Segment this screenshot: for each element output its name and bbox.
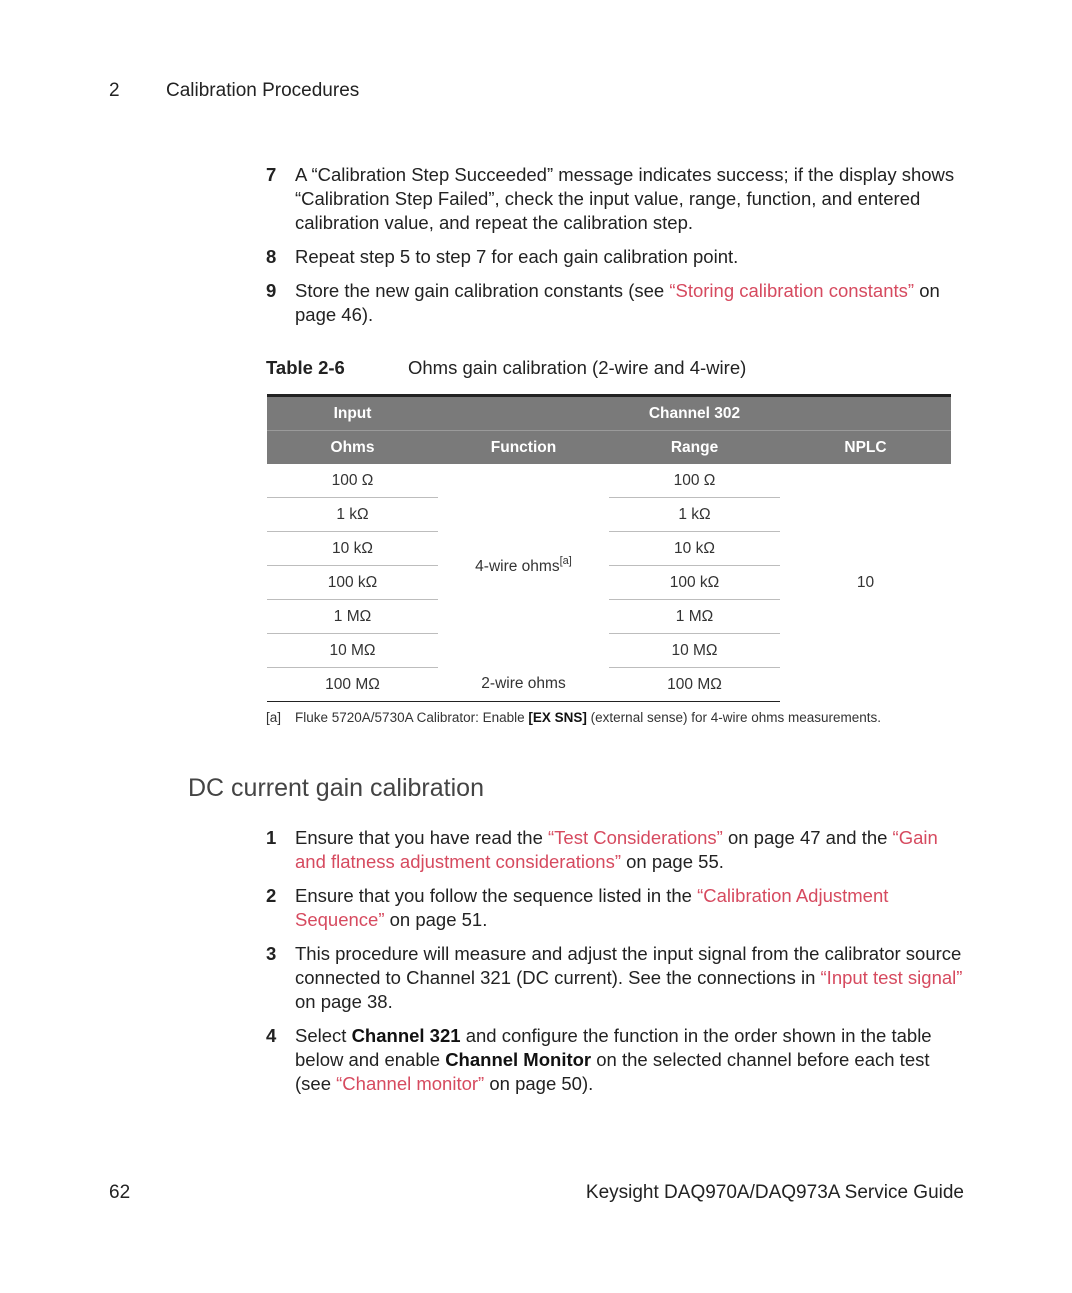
range-cell: 100 kΩ	[609, 566, 780, 600]
step-text: Store the new gain calibration constants (see	[295, 280, 670, 301]
function-4wire-label: 4-wire ohms	[475, 558, 560, 576]
step-number: 9	[266, 280, 277, 301]
range-cell: 1 kΩ	[609, 498, 780, 532]
chapter-number: 2	[109, 80, 120, 101]
step-number: 1	[266, 827, 277, 848]
footnote-text-after: (external sense) for 4-wire ohms measurements.	[586, 710, 882, 725]
list-item	[266, 1024, 966, 1096]
header-channel: Channel 302	[438, 396, 951, 431]
ohms-cell: 100 kΩ	[267, 566, 438, 600]
list-item	[266, 884, 966, 932]
page-number: 62	[109, 1182, 131, 1203]
guide-title: Keysight DAQ970A/DAQ973A Service Guide	[585, 1182, 964, 1203]
footnote-text-before: Fluke 5720A/5730A Calibrator: Enable	[295, 710, 529, 725]
steps-list-bottom	[266, 826, 966, 1106]
cross-reference-link[interactable]: “Gain and flatness adjustment considerations”	[295, 827, 938, 872]
header-input: Input	[267, 396, 438, 431]
header-range: Range	[609, 431, 780, 465]
list-item	[266, 826, 966, 874]
list-item	[266, 942, 966, 1014]
footnote-marker: [a]	[266, 710, 282, 725]
ohms-cell: 10 kΩ	[267, 532, 438, 566]
cross-reference-link[interactable]: “Storing calibration constants”	[669, 280, 915, 301]
step-text: on page 38.	[295, 991, 393, 1012]
step-number: 3	[266, 943, 277, 964]
table-row	[267, 464, 951, 498]
step-text: on page 55.	[621, 851, 724, 872]
list-item	[266, 245, 966, 269]
ohms-cell: 10 MΩ	[267, 634, 438, 668]
range-cell: 10 MΩ	[609, 634, 780, 668]
table-caption	[266, 357, 746, 379]
list-item	[266, 163, 966, 235]
step-text: on page 50).	[484, 1073, 594, 1094]
step-number: 8	[266, 246, 277, 267]
ohms-cell: 100 MΩ	[267, 668, 438, 702]
cross-reference-link[interactable]: “Test Considerations”	[548, 827, 723, 848]
steps-list-top	[266, 163, 966, 337]
cross-reference-link[interactable]: “Channel monitor”	[336, 1073, 485, 1094]
table-caption-label: Table 2-6	[266, 357, 345, 378]
step-text: on page 46).	[295, 280, 940, 325]
step-number: 4	[266, 1025, 277, 1046]
step-text: Ensure that you follow the sequence listed in the	[295, 885, 698, 906]
step-text: on page 51.	[384, 909, 488, 930]
step-text: This procedure will measure and adjust the input signal from the calibrator source connected to Channel 321 (DC current). See the connections in	[295, 943, 962, 988]
list-item	[266, 279, 966, 327]
chapter-title: Calibration Procedures	[166, 80, 360, 101]
function-cell-4wire	[438, 464, 609, 668]
header-nplc: NPLC	[780, 431, 951, 465]
step-text: and configure the function in the order shown in the table below and enable	[295, 1025, 932, 1070]
step-number: 2	[266, 885, 277, 906]
step-text: A “Calibration Step Succeeded” message indicates success; if the display shows “Calibration Step Failed”, check the input value, range, function, and entered calibration value, and repeat the calibration step.	[295, 164, 955, 233]
emphasis-text: Channel 321	[351, 1025, 461, 1046]
ohms-cell: 1 kΩ	[267, 498, 438, 532]
cross-reference-link[interactable]: “Calibration Adjustment Sequence”	[295, 885, 889, 930]
range-cell: 10 kΩ	[609, 532, 780, 566]
function-cell-2wire: 2-wire ohms	[438, 668, 609, 702]
range-cell: 100 Ω	[609, 464, 780, 498]
section-heading: DC current gain calibration	[188, 774, 484, 802]
range-cell: 1 MΩ	[609, 600, 780, 634]
step-text: Ensure that you have read the	[295, 827, 549, 848]
header-ohms: Ohms	[267, 431, 438, 465]
ohms-gain-calibration-table	[267, 394, 951, 702]
step-text: on the selected channel before each test (see	[295, 1049, 930, 1094]
ohms-cell: 1 MΩ	[267, 600, 438, 634]
nplc-cell: 10	[856, 573, 875, 591]
step-text: Repeat step 5 to step 7 for each gain calibration point.	[295, 246, 739, 267]
step-text: on page 47 and the	[722, 827, 893, 848]
emphasis-text: Channel Monitor	[445, 1049, 592, 1070]
table-footnote	[266, 710, 881, 725]
ohms-cell: 100 Ω	[267, 464, 438, 498]
footnote-key: [EX SNS]	[528, 710, 587, 725]
range-cell: 100 MΩ	[609, 668, 780, 702]
step-text: Select	[295, 1025, 352, 1046]
table-caption-title: Ohms gain calibration (2-wire and 4-wire)	[408, 357, 747, 378]
step-number: 7	[266, 164, 277, 185]
footnote-ref: [a]	[559, 555, 572, 568]
header-function: Function	[438, 431, 609, 465]
cross-reference-link[interactable]: “Input test signal”	[820, 967, 963, 988]
